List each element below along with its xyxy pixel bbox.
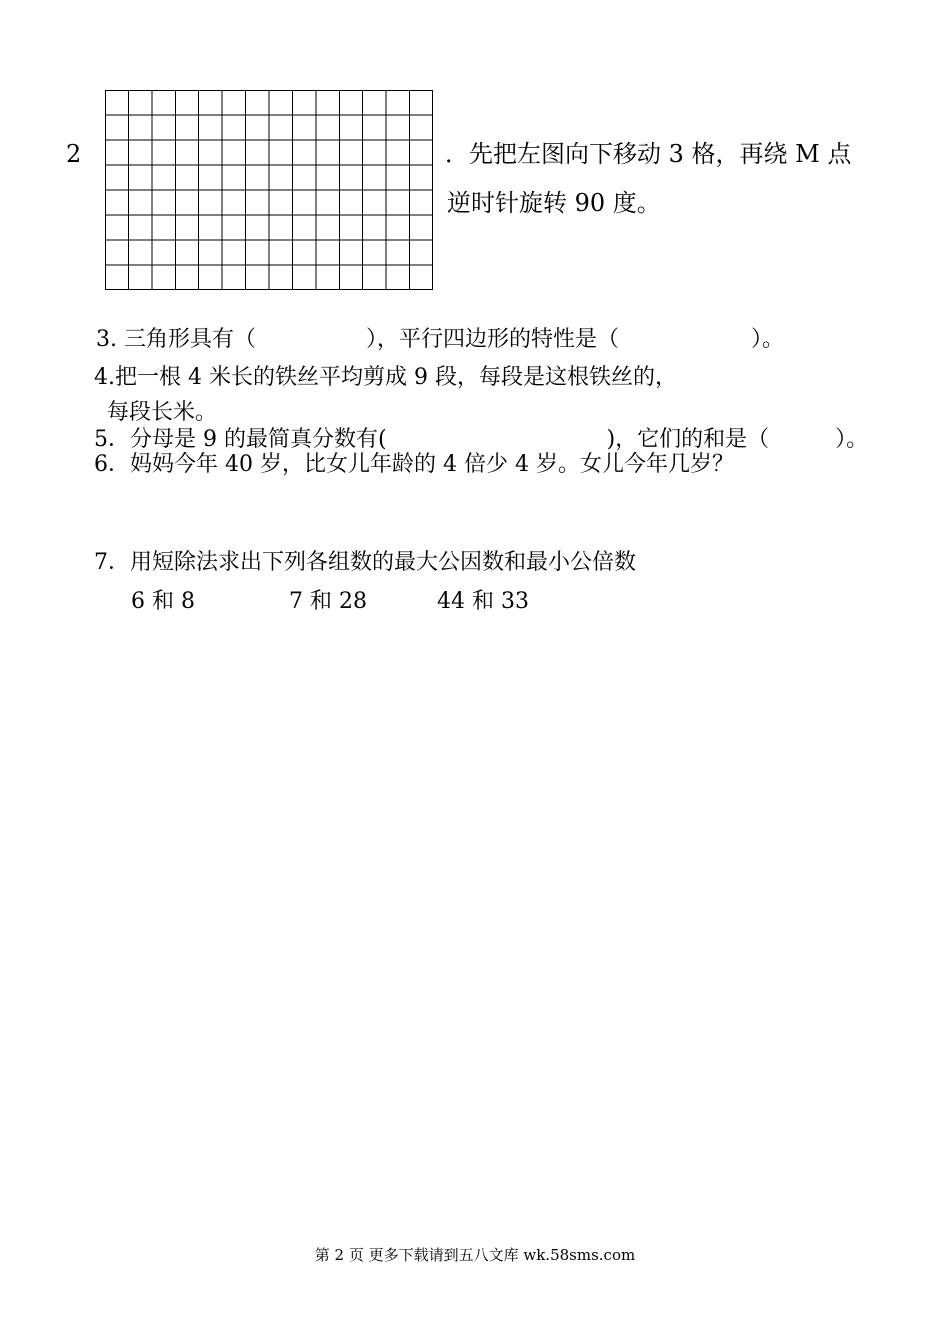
question-3-text: 3. 三角形具有（ ），平行四边形的特性是（ ）。: [96, 327, 784, 352]
number-pair-1: 6 和 8: [131, 589, 195, 614]
question-6-text: 6．妈妈今年 40 岁，比女儿年龄的 4 倍少 4 岁。女儿今年几岁？: [94, 452, 734, 477]
question-4-text-line1: 4.把一根 4 米长的铁丝平均剪成 9 段，每段是这根铁丝的，: [94, 365, 677, 390]
question-2-number: 2: [66, 140, 82, 168]
page-footer: 第 2 页 更多下载请到五八文库 wk.58sms.com: [314, 1246, 636, 1264]
question-2-text-line2: 逆时针旋转 90 度。: [447, 189, 661, 217]
question-7-text: 7．用短除法求出下列各组数的最大公因数和最小公倍数: [94, 550, 636, 575]
question-4-text-line2: 每段长米。: [107, 400, 218, 425]
question-5-text: 5．分母是 9 的最简真分数有( )，它们的和是（ ）。: [94, 427, 869, 452]
square-grid: [105, 90, 433, 290]
number-pair-2: 7 和 28: [289, 589, 367, 614]
question-2-text-line1: ．先把左图向下移动 3 格，再绕 M 点: [445, 140, 852, 168]
number-pair-3: 44 和 33: [437, 589, 529, 614]
